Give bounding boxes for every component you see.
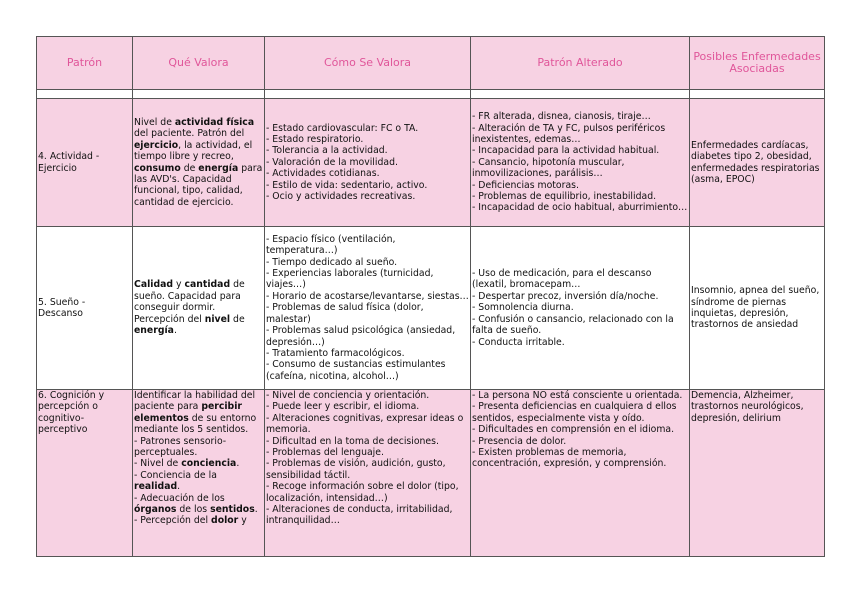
text-run: para las AVD's. Capacidad funcional, tipo, calidad, cantidad de ejercicio.	[134, 162, 263, 208]
header-cell: Posibles Enfermedades Asociadas	[690, 37, 825, 90]
emphasis-text: dolor	[211, 515, 239, 527]
text-run: , la actividad, el tiempo libre y recreo,	[134, 139, 253, 163]
emphasis-text: actividad física	[174, 116, 255, 128]
list-item: - Experiencias laborales (turnicidad, viajes…)	[266, 268, 434, 291]
associated-diseases: Demencia, Alzheimer, trastornos neurológicos, depresión, delirium	[690, 390, 825, 557]
list-item: - Alteraciones cognitivas, expresar ideas o memoria.	[266, 412, 464, 436]
list-item: - Problemas de visión, audición, gusto, sensibilidad táctil.	[266, 458, 446, 481]
emphasis-text: sentidos	[210, 504, 255, 516]
text-run: de sueño. Capacidad para conseguir dormir. Percepción del	[134, 279, 245, 325]
list-item: - Tratamiento farmacológicos.	[266, 347, 405, 359]
text-run: de	[230, 313, 245, 325]
list-item: - Deficiencias motoras.	[472, 179, 579, 191]
list-item: - Dificultades en comprensión en el idioma.	[472, 424, 675, 436]
list-item: - Estilo de vida: sedentario, activo.	[266, 179, 428, 191]
list-item: - Alteración de TA y FC, pulsos periféricos inexistentes, edemas…	[472, 122, 666, 145]
how-assessed	[265, 227, 471, 390]
what-assesses	[133, 99, 265, 227]
text-run: de los	[176, 504, 211, 516]
emphasis-text: cantidad	[184, 279, 231, 291]
spacer-row	[37, 90, 825, 99]
list-item: - Puede leer y escribir, el idioma.	[266, 401, 420, 413]
associated-diseases: Enfermedades cardíacas, diabetes tipo 2, obesidad, enfermedades respiratorias (asma, EPOC)	[690, 99, 825, 227]
emphasis-text: ejercicio	[134, 139, 179, 151]
header-cell: Cómo Se Valora	[265, 37, 471, 90]
list-item: - Despertar precoz, inversión día/noche.	[472, 290, 659, 302]
pattern-name: 4. Actividad - Ejercicio	[37, 99, 133, 227]
what-assesses	[133, 227, 265, 390]
emphasis-text: consumo	[134, 162, 181, 174]
what-assesses	[133, 390, 265, 557]
how-assessed	[265, 390, 471, 557]
list-item: - Tolerancia a la actividad.	[266, 145, 388, 157]
associated-diseases: Insomnio, apnea del sueño, síndrome de piernas inquietas, depresión, trastornos de ansiedad	[690, 227, 825, 390]
list-item: - Ocio y actividades recreativas.	[266, 191, 416, 203]
text-run: de su entorno mediante los 5 sentidos.	[134, 412, 257, 436]
altered-pattern	[471, 99, 690, 227]
emphasis-text: conciencia	[181, 458, 237, 470]
emphasis-text: realidad	[134, 481, 178, 493]
altered-pattern	[471, 390, 690, 557]
list-item: - Nivel de conciencia y orientación.	[266, 390, 430, 401]
list-item: - Cansancio, hipotonía muscular, inmovilizaciones, parálisis…	[472, 156, 625, 180]
table-row	[37, 99, 825, 227]
list-item: - Confusión o cansancio, relacionado con la falta de sueño.	[472, 313, 674, 337]
emphasis-text: percibir elementos	[134, 401, 242, 424]
text-run: - Percepción del	[134, 515, 212, 527]
list-item: - Presenta deficiencias en cualquiera d ellos sentidos, especialmente vista y oído.	[472, 401, 677, 424]
list-item: - Somnolencia diurna.	[472, 302, 574, 314]
emphasis-text: nivel	[204, 313, 231, 325]
text-run: del paciente. Patrón del	[134, 128, 245, 140]
emphasis-text: órganos	[134, 504, 177, 516]
how-assessed	[265, 99, 471, 227]
pattern-name: 6. Cognición y percepción o cognitivo-perceptivo	[37, 390, 133, 557]
text-run: de	[180, 162, 199, 174]
list-item: - Incapacidad de ocio habitual, aburrimiento…	[472, 202, 688, 214]
list-item: - Espacio físico (ventilación, temperatura…)	[266, 233, 396, 257]
text-run: - Conciencia de la	[134, 469, 217, 481]
list-item: - Dificultad en la toma de decisiones.	[266, 435, 439, 447]
list-item: - Problemas del lenguaje.	[266, 447, 384, 459]
list-item: - Estado cardiovascular: FC o TA.	[266, 122, 419, 134]
header-cell: Patrón	[37, 37, 133, 90]
list-item: - Horario de acostarse/levantarse, siestas…	[266, 290, 469, 302]
text-run: y	[238, 515, 247, 527]
text-run: .	[177, 481, 181, 493]
list-item: - Alteraciones de conducta, irritabilidad, intranquilidad…	[266, 504, 453, 527]
list-item: - Presencia de dolor.	[472, 435, 567, 447]
text-run: .	[254, 504, 258, 516]
text-run: - Patrones sensorio-perceptuales.	[134, 435, 227, 459]
care-patterns-table	[36, 36, 825, 557]
emphasis-text: Calidad	[134, 279, 174, 291]
text-run: Identificar la habilidad del paciente para	[134, 390, 256, 413]
list-item: - Problemas de equilibrio, inestabilidad.	[472, 191, 657, 203]
list-item: - FR alterada, disnea, cianosis, tiraje…	[472, 111, 651, 123]
text-run: .	[173, 325, 177, 337]
list-item: - Tiempo dedicado al sueño.	[266, 256, 398, 268]
text-run: .	[236, 458, 240, 470]
emphasis-text: energía	[198, 162, 239, 174]
list-item: - Recoge información sobre el dolor (tipo, localización, intensidad…)	[266, 481, 459, 504]
text-run: y	[173, 279, 185, 291]
list-item: - Incapacidad para la actividad habitual.	[472, 145, 660, 157]
text-run: - Nivel de	[134, 458, 182, 470]
emphasis-text: energía	[134, 325, 174, 337]
list-item: - Conducta irritable.	[472, 336, 565, 348]
list-item: - Problemas de salud física (dolor, malestar)	[266, 302, 424, 325]
altered-pattern	[471, 227, 690, 390]
list-item: - Actividades cotidianas.	[266, 168, 380, 180]
header-cell: Patrón Alterado	[471, 37, 690, 90]
table-row	[37, 390, 825, 557]
list-item: - Existen problemas de memoria, concentración, expresión, y comprensión.	[472, 447, 667, 470]
pattern-name: 5. Sueño - Descanso	[37, 227, 133, 390]
header-row	[37, 37, 825, 90]
header-cell: Qué Valora	[133, 37, 265, 90]
list-item: - Estado respiratorio.	[266, 133, 364, 145]
list-item: - Valoración de la movilidad.	[266, 156, 398, 168]
list-item: - Uso de medicación, para el descanso (lexatil, bromacepam…	[472, 268, 652, 291]
text-run: Nivel de	[134, 116, 175, 128]
list-item: - La persona NO está consciente u orientada.	[472, 390, 683, 401]
list-item: - Consumo de sustancias estimulantes (cafeína, nicotina, alcohol…)	[266, 359, 446, 382]
text-run: - Adecuación de los	[134, 492, 225, 504]
table-row	[37, 227, 825, 390]
list-item: - Problemas salud psicológica (ansiedad, depresión…)	[266, 325, 456, 348]
